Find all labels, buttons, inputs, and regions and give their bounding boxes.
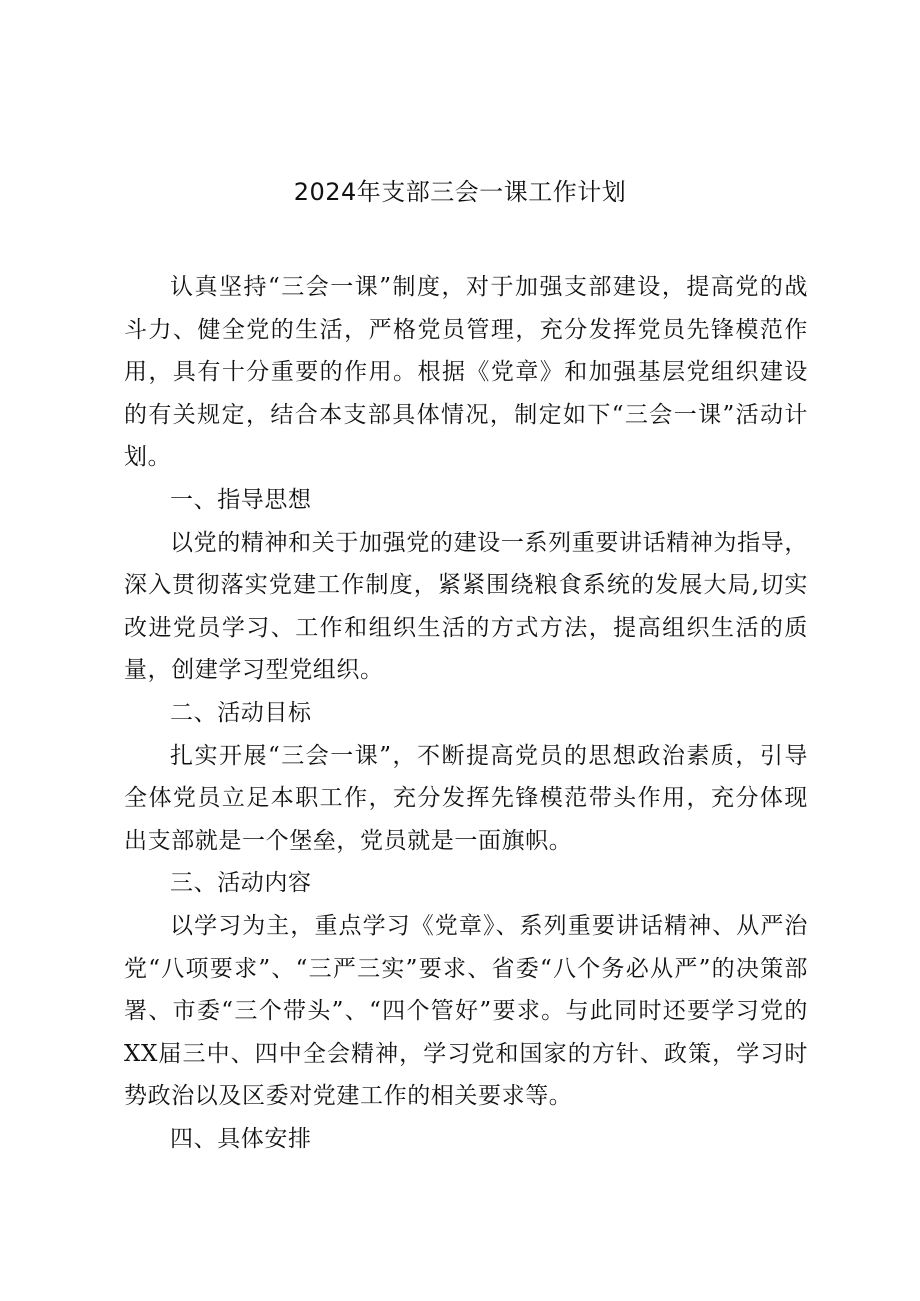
section-heading-activity-goals: 二、活动目标	[170, 699, 312, 726]
intro-paragraph: 认真坚持“三会一课”制度，对于加强支部建设，提高党的战斗力、健全党的生活，严格党员管理，充分发挥党员先锋模范作用，具有十分重要的作用。根据《党章》和加强基层党组织建设的有关规定，结合本支部具体情况，制定如下“三会一课”活动计划。	[124, 274, 808, 471]
document-title: 2024年支部三会一课工作计划	[293, 178, 627, 206]
activity-content-paragraph: 以学习为主，重点学习《党章》、系列重要讲话精神、从严治党“八项要求”、“三严三实”要求、省委“八个务必从严”的决策部署、市委“三个带头”、“四个管好”要求。与此同时还要学习党的XX届三中、四中全会精神，学习党和国家的方针、政策，学习时势政治以及区委对党建工作的相关要求等。	[124, 912, 808, 1110]
section-heading-activity-content: 三、活动内容	[170, 870, 312, 897]
section-heading-specific-arrangements: 四、具体安排	[170, 1125, 312, 1152]
activity-goals-paragraph: 扎实开展“三会一课”，不断提高党员的思想政治素质，引导全体党员立足本职工作，充分发挥先锋模范带头作用，充分体现出支部就是一个堡垒，党员就是一面旗帜。	[124, 742, 808, 854]
document-body	[124, 266, 808, 1160]
section-heading-guiding-thought: 一、指导思想	[170, 486, 312, 513]
guiding-thought-paragraph: 以党的精神和关于加强党的建设一系列重要讲话精神为指导，深入贯彻落实党建工作制度，紧紧围绕粮食系统的发展大局,切实改进党员学习、工作和组织生活的方式方法，提高组织生活的质量，创建学习型党组织。	[124, 529, 808, 684]
